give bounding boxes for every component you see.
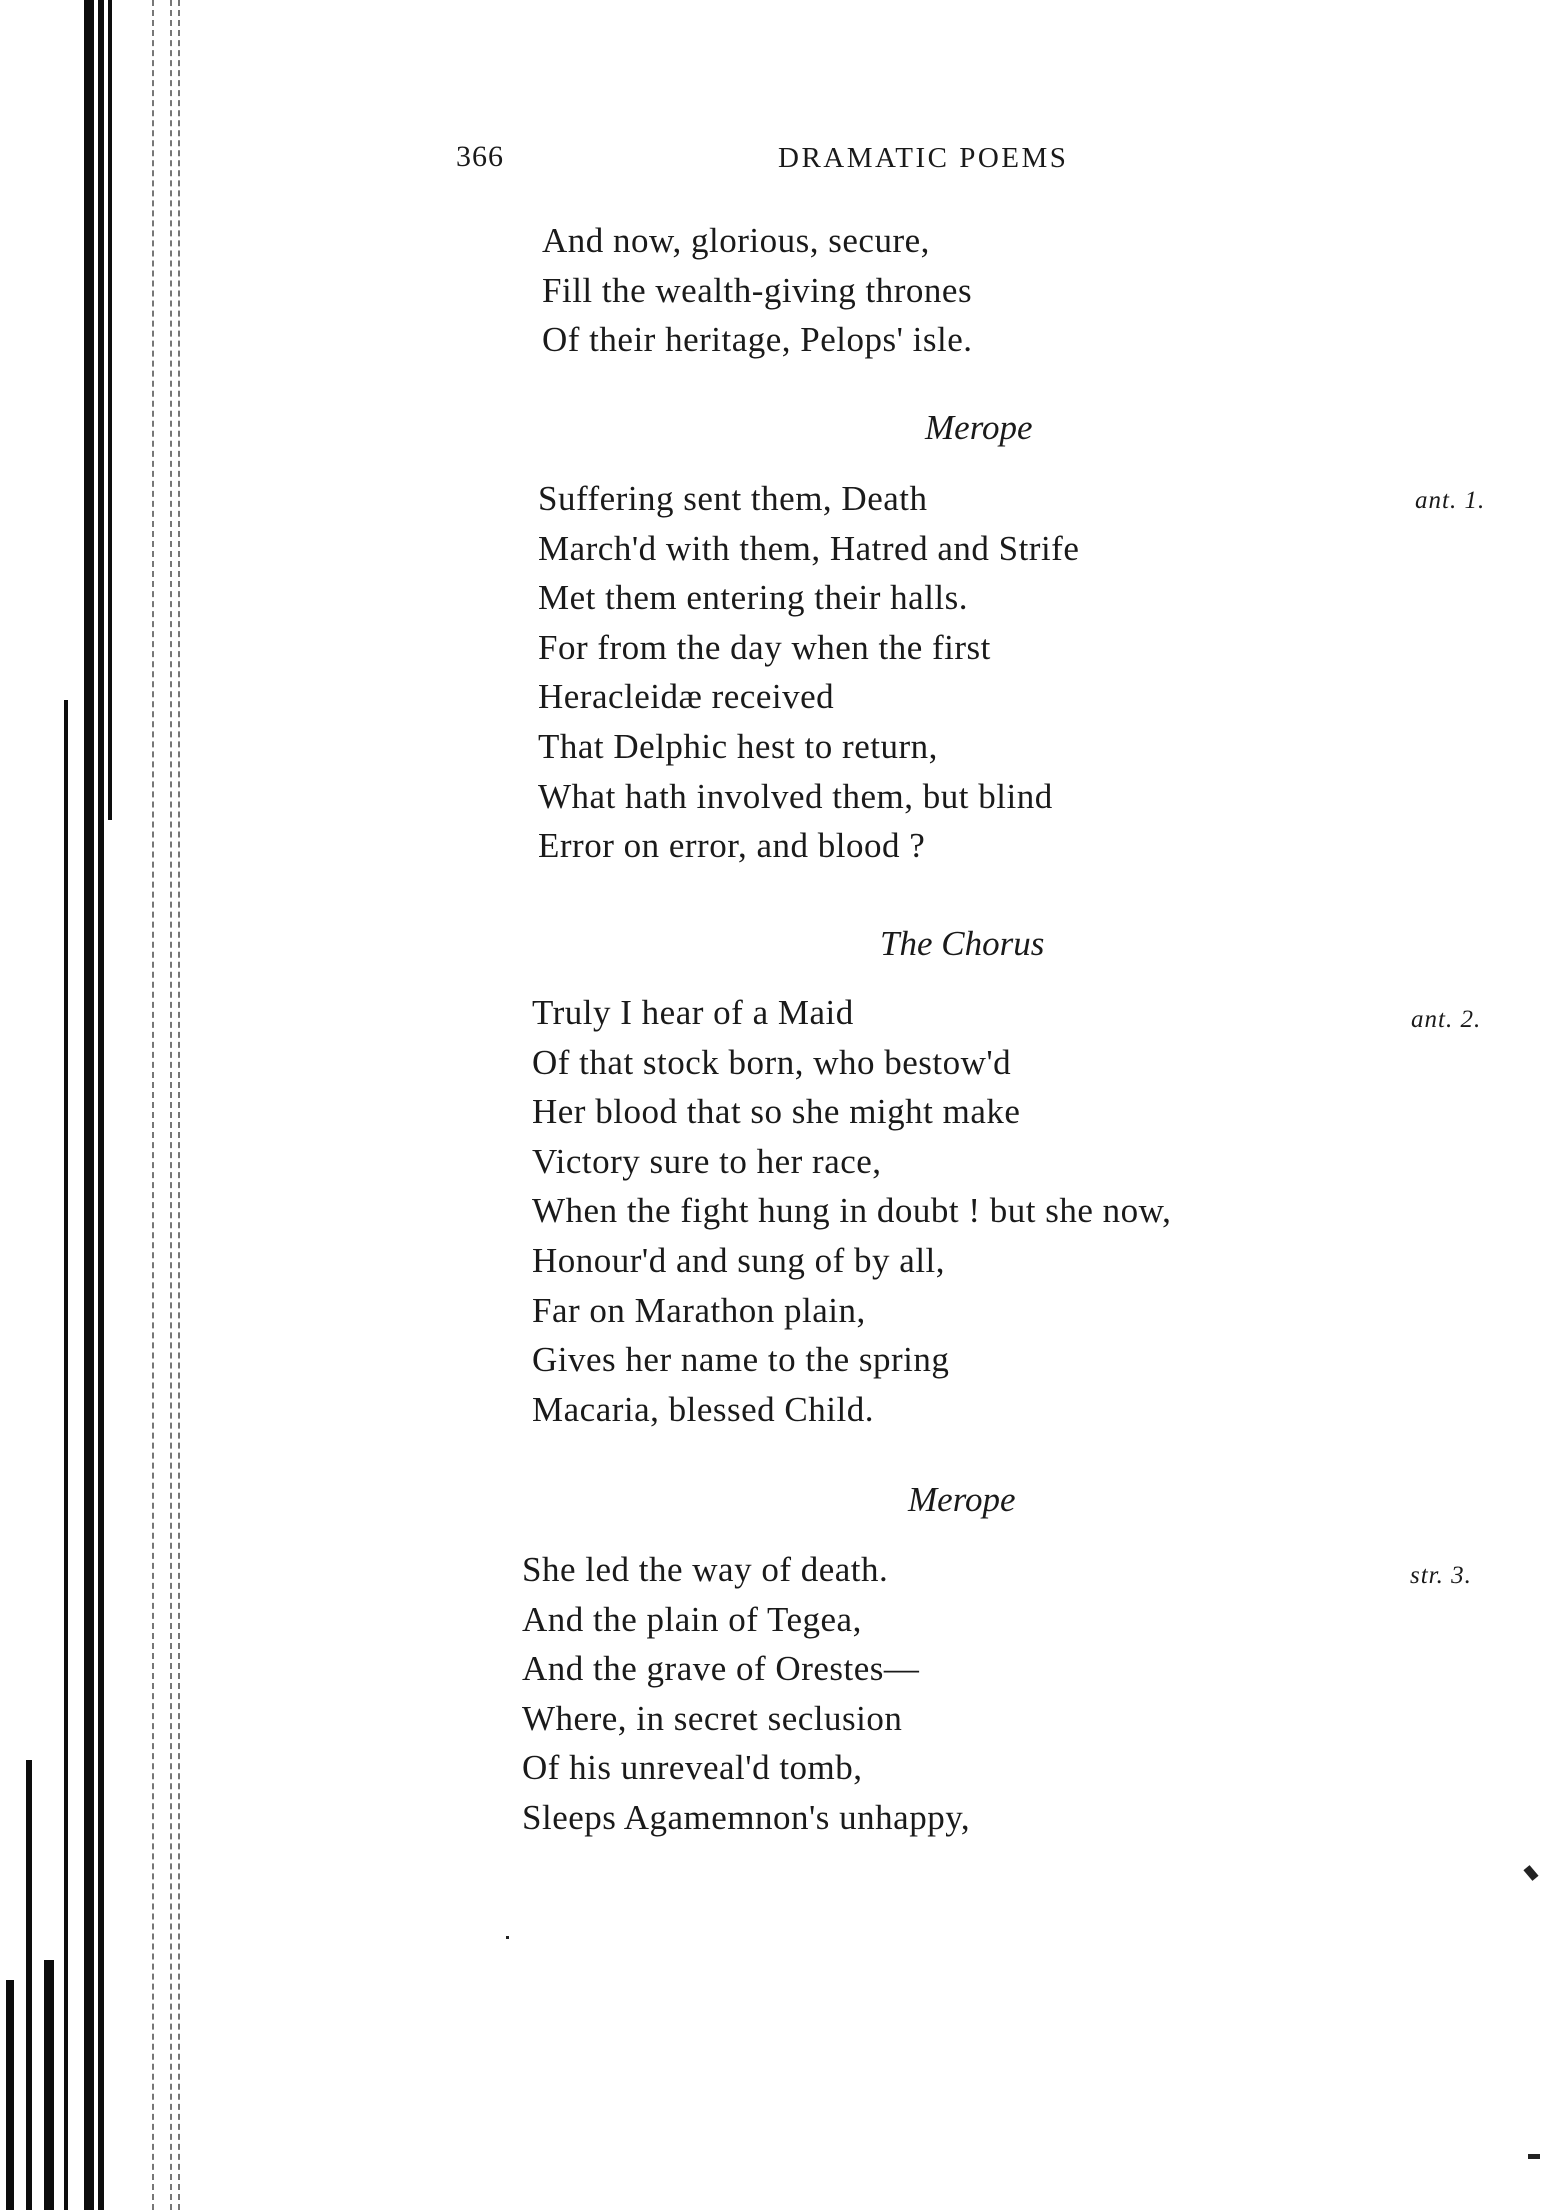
speaker-label: Merope: [925, 408, 1033, 447]
verse-line: Met them entering their halls.: [538, 578, 969, 618]
verse-line: March'd with them, Hatred and Strife: [538, 528, 1080, 568]
verse-line: That Delphic hest to return,: [538, 726, 938, 766]
margin-note: ant. 2.: [1411, 1006, 1482, 1033]
running-title: DRAMATIC POEMS: [778, 142, 1069, 174]
verse-line: Where, in secret seclusion: [522, 1698, 903, 1738]
verse-stanza: [538, 474, 1079, 871]
verse-line: Far on Marathon plain,: [532, 1290, 866, 1330]
verse-line: What hath involved them, but blind: [538, 776, 1053, 816]
verse-line: Of that stock born, who bestow'd: [532, 1042, 1012, 1082]
verse-line: She led the way of death.: [522, 1550, 889, 1589]
verse-line: And the grave of Orestes—: [522, 1649, 920, 1689]
verse-line: Fill the wealth-giving thrones: [542, 270, 973, 310]
page-number: 366: [456, 140, 504, 173]
margin-note: str. 3.: [1410, 1562, 1472, 1589]
margin-note: ant. 1.: [1415, 487, 1486, 514]
speaker-label: The Chorus: [880, 924, 1045, 963]
verse-stanza: [522, 1545, 970, 1843]
scan-speck: [506, 1936, 509, 1939]
verse-line: Of his unreveal'd tomb,: [522, 1748, 863, 1788]
verse-line: Macaria, blessed Child.: [532, 1389, 874, 1429]
verse-stanza: [532, 988, 1171, 1434]
verse-line: For from the day when the first: [538, 627, 991, 667]
verse-line: Heracleidæ received: [538, 677, 835, 717]
verse-line: Error on error, and blood ?: [538, 826, 926, 866]
verse-line: And now, glorious, secure,: [542, 221, 930, 260]
verse-line: When the fight hung in doubt ! but she now,: [532, 1191, 1172, 1231]
verse-line: Gives her name to the spring: [532, 1340, 950, 1380]
scan-speck: [1523, 1865, 1538, 1881]
verse-line: Sleeps Agamemnon's unhappy,: [522, 1797, 971, 1837]
verse-line: Truly I hear of a Maid: [532, 993, 854, 1032]
verse-line: Honour'd and sung of by all,: [532, 1240, 946, 1280]
scan-speck: [1528, 2154, 1540, 2159]
verse-line: Of their heritage, Pelops' isle.: [542, 320, 973, 360]
verse-line: And the plain of Tegea,: [522, 1599, 862, 1639]
verse-line: Her blood that so she might make: [532, 1092, 1021, 1132]
verse-line: Suffering sent them, Death: [538, 479, 928, 518]
speaker-label: Merope: [908, 1480, 1016, 1519]
verse-line: Victory sure to her race,: [532, 1141, 882, 1181]
verse-stanza-opening: [542, 216, 973, 365]
